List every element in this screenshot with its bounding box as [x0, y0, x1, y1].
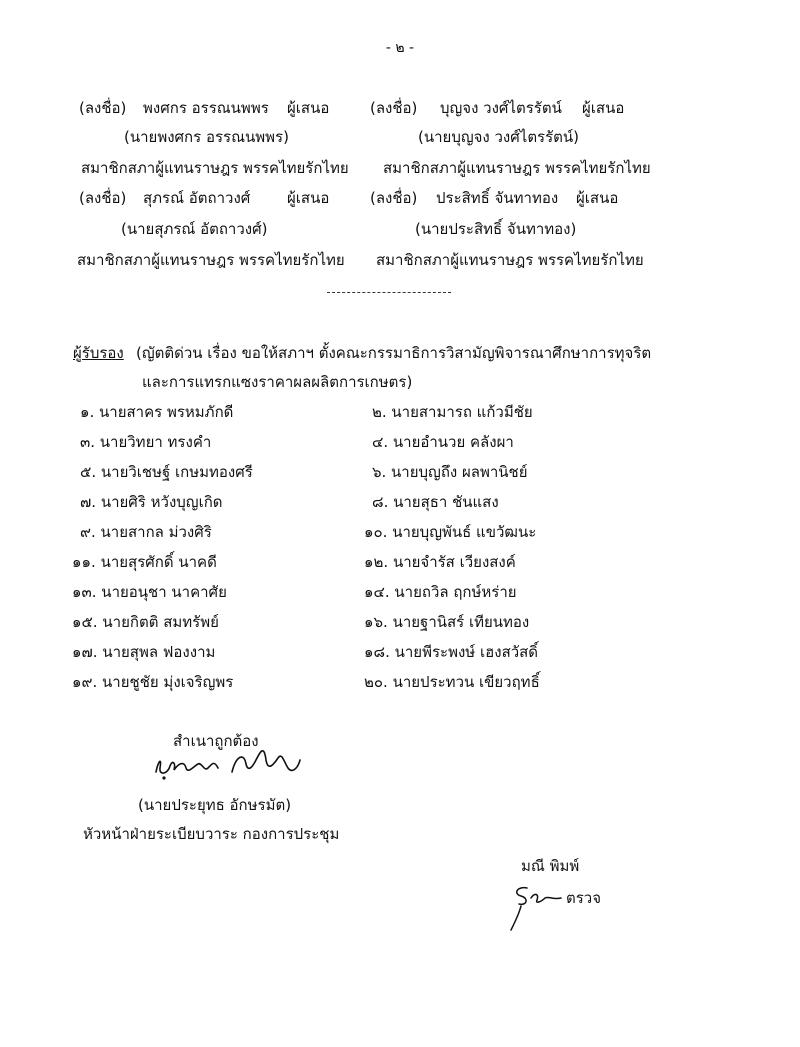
proposer-role: ผู้เสนอ: [287, 189, 330, 207]
endorser-item: ๑๖. นายฐานิสร์ เทียนทอง: [364, 613, 530, 631]
endorser-item: ๑๐. นายบุญพันธ์ แขวัฒนะ: [364, 523, 537, 541]
sign-prefix: (ลงชื่อ): [79, 99, 127, 117]
certifier-signature: [148, 738, 308, 788]
endorser-item: ๑๓. นายอนุชา นาคาศัย: [72, 583, 227, 601]
proposer-name: พงศกร อรรณนพพร: [143, 99, 269, 117]
proposer-full-name: (นายประสิทธิ์ จันทาทอง): [415, 220, 577, 238]
endorser-item: ๔. นายอำนวย คลังผา: [372, 433, 514, 451]
endorser-item: ๑๗. นายสุพล ฟองงาม: [72, 643, 216, 661]
endorser-item: ๑๕. นายกิตติ สมทรัพย์: [72, 613, 219, 631]
proposer-role: ผู้เสนอ: [287, 99, 330, 117]
endorser-item: ๖. นายบุญถึง ผลพานิชย์: [372, 463, 528, 481]
endorser-item: ๒๐. นายประทวน เขียวฤทธิ์: [364, 673, 540, 691]
proposer-role: ผู้เสนอ: [582, 99, 625, 117]
proposer-full-name: (นายบุญจง วงศ์ไตรรัตน์): [418, 128, 580, 146]
certifier-name: (นายประยุทธ อักษรมัต): [138, 796, 292, 814]
certifier-position: หัวหน้าฝ่ายระเบียบวาระ กองการประชุม: [83, 825, 340, 843]
proposer-full-name: (นายสุภรณ์ อัตถาวงศ์): [121, 220, 268, 238]
proposer-role: ผู้เสนอ: [576, 189, 619, 207]
sign-prefix: (ลงชื่อ): [370, 99, 418, 117]
proposer-name: ประสิทธิ์ จันทาทอง: [436, 189, 559, 207]
sign-prefix: (ลงชื่อ): [370, 189, 418, 207]
sign-prefix: (ลงชื่อ): [79, 189, 127, 207]
endorser-item: ๑. นายสาคร พรหมภักดี: [80, 403, 234, 421]
endorsers-label: ผู้รับรอง: [73, 344, 124, 362]
proposer-name: บุญจง วงศ์ไตรรัตน์: [440, 99, 562, 117]
proposer-full-name: (นายพงศกร อรรณนพพร): [124, 128, 289, 146]
endorser-item: ๗. นายศิริ หวังบุญเกิด: [80, 493, 223, 511]
certify-label: สำเนาถูกต้อง: [173, 732, 259, 750]
endorser-item: ๑๔. นายถวิล ฤกษ์หร่าย: [364, 583, 517, 601]
proposer-position: สมาชิกสภาผู้แทนราษฎร พรรคไทยรักไทย: [376, 251, 644, 269]
endorsers-description: (ญัตติด่วน เรื่อง ขอให้สภาฯ ตั้งคณะกรรมาธิการวิสามัญพิจารณาศึกษาการทุจริต: [136, 344, 652, 362]
checker-signature: [505, 880, 567, 932]
page-number: - ๒ -: [385, 40, 415, 56]
typist-note: มณี พิมพ์: [521, 857, 580, 875]
proposer-position: สมาชิกสภาผู้แทนราษฎร พรรคไทยรักไทย: [77, 251, 345, 269]
endorser-item: ๑๑. นายสุรศักดิ์ นาคดี: [72, 553, 217, 571]
endorser-item: ๘. นายสุธา ชันแสง: [372, 493, 499, 511]
separator-line: [327, 292, 451, 293]
proposer-position: สมาชิกสภาผู้แทนราษฎร พรรคไทยรักไทย: [383, 159, 651, 177]
endorser-item: ๑๒. นายจำรัส เวียงสงค์: [364, 553, 516, 571]
endorsers-description: และการแทรกแซงราคาผลผลิตการเกษตร): [142, 373, 413, 391]
endorser-item: ๙. นายสากล ม่วงศิริ: [80, 523, 212, 541]
proposer-position: สมาชิกสภาผู้แทนราษฎร พรรคไทยรักไทย: [81, 159, 349, 177]
checker-note: ตรวจ: [566, 889, 602, 907]
endorser-item: ๑๘. นายพีระพงษ์ เฮงสวัสดิ์: [364, 643, 539, 661]
proposer-name: สุภรณ์ อัตถาวงศ์: [143, 189, 251, 207]
endorser-item: ๒. นายสามารถ แก้วมีชัย: [372, 403, 533, 421]
endorser-item: ๓. นายวิทยา ทรงคำ: [80, 433, 212, 451]
endorser-item: ๕. นายวิเชษฐ์ เกษมทองศรี: [80, 463, 253, 481]
endorser-item: ๑๙. นายชูชัย มุ่งเจริญพร: [72, 673, 234, 691]
